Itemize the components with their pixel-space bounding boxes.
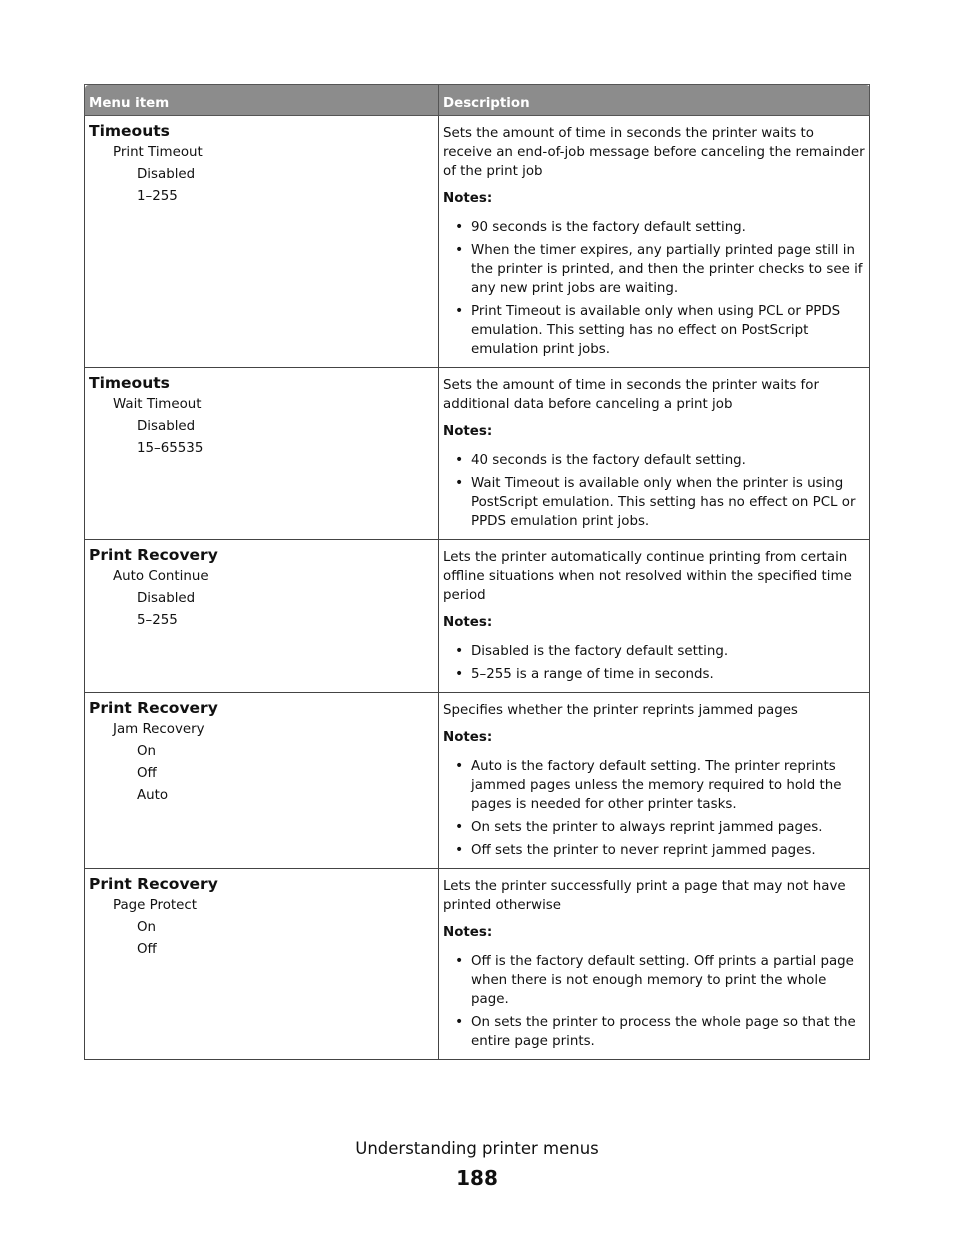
menu-option: Disabled — [137, 419, 196, 434]
note-item: • 40 seconds is the factory default setting. — [471, 451, 865, 470]
description-text: Sets the amount of time in seconds the printer waits for additional data before canceling a print job — [443, 378, 819, 412]
menu-cell — [85, 540, 439, 693]
notes-list — [443, 642, 865, 684]
menu-option: On — [137, 920, 157, 935]
table-row — [85, 869, 870, 1060]
description-cell — [439, 368, 870, 540]
menu-option: 15–65535 — [137, 441, 204, 456]
page-number: 188 — [456, 1166, 498, 1190]
footer-section-title: Understanding printer menus — [355, 1139, 599, 1158]
note-item: • When the timer expires, any partially printed page still in the printer is printed, and then the printer checks to see if any new print jobs are waiting. — [471, 241, 865, 298]
menu-option: Disabled — [137, 167, 196, 182]
notes-list — [443, 451, 865, 531]
description-text: Lets the printer automatically continue printing from certain offline situations when not resolved within the specified time period — [443, 550, 852, 603]
table-row — [85, 116, 870, 368]
note-item: • Disabled is the factory default setting. — [471, 642, 865, 661]
menu-cell — [85, 368, 439, 540]
menu-option: Off — [137, 942, 157, 957]
menu-option: Off — [137, 766, 157, 781]
menu-subitem: Print Timeout — [113, 145, 203, 160]
note-item: • Auto is the factory default setting. The printer reprints jammed pages unless the memory required to hold the pages is needed for other printer tasks. — [471, 757, 865, 814]
table-header-row — [85, 85, 870, 116]
description-cell — [439, 869, 870, 1060]
description-cell — [439, 116, 870, 368]
menu-option: 5–255 — [137, 613, 178, 628]
menu-option: Auto — [137, 788, 169, 803]
notes-label: Notes: — [443, 925, 493, 940]
description-cell — [439, 540, 870, 693]
menu-subitem: Wait Timeout — [113, 397, 202, 412]
notes-label: Notes: — [443, 730, 493, 745]
note-item: • Off sets the printer to never reprint jammed pages. — [471, 841, 865, 860]
note-item: • 5–255 is a range of time in seconds. — [471, 665, 865, 684]
note-item: • On sets the printer to process the whole page so that the entire page prints. — [471, 1013, 865, 1051]
description-text: Sets the amount of time in seconds the printer waits to receive an end-of-job message before canceling the remainder of the print job — [443, 126, 865, 179]
menu-cell — [85, 693, 439, 869]
menu-option: On — [137, 744, 157, 759]
note-item: • Print Timeout is available only when using PCL or PPDS emulation. This setting has no effect on PostScript emulation print jobs. — [471, 302, 865, 359]
menu-title: Print Recovery — [89, 546, 218, 564]
note-item: • 90 seconds is the factory default setting. — [471, 218, 865, 237]
note-item: • Wait Timeout is available only when the printer is using PostScript emulation. This setting has no effect on PCL or PPDS emulation print jobs. — [471, 474, 865, 531]
header-menu-item: Menu item — [85, 85, 439, 116]
menu-title: Print Recovery — [89, 699, 218, 717]
table-row — [85, 693, 870, 869]
description-text: Lets the printer successfully print a page that may not have printed otherwise — [443, 879, 846, 913]
description-cell — [439, 693, 870, 869]
menu-table — [84, 84, 870, 1060]
menu-title: Timeouts — [89, 122, 170, 140]
notes-label: Notes: — [443, 191, 493, 206]
description-text: Specifies whether the printer reprints jammed pages — [443, 703, 798, 718]
menu-title: Timeouts — [89, 374, 170, 392]
menu-subitem: Auto Continue — [113, 569, 209, 584]
menu-cell — [85, 869, 439, 1060]
menu-subitem: Page Protect — [113, 898, 198, 913]
menu-option: Disabled — [137, 591, 196, 606]
notes-label: Notes: — [443, 424, 493, 439]
table-body — [85, 116, 870, 1060]
notes-label: Notes: — [443, 615, 493, 630]
header-description: Description — [439, 85, 870, 116]
table-row — [85, 368, 870, 540]
notes-list — [443, 952, 865, 1051]
menu-subitem: Jam Recovery — [113, 722, 205, 737]
table-row — [85, 540, 870, 693]
note-item: • Off is the factory default setting. Off prints a partial page when there is not enough memory to print the whole page. — [471, 952, 865, 1009]
note-item: • On sets the printer to always reprint jammed pages. — [471, 818, 865, 837]
notes-list — [443, 218, 865, 359]
menu-title: Print Recovery — [89, 875, 218, 893]
notes-list — [443, 757, 865, 860]
menu-option: 1–255 — [137, 189, 178, 204]
menu-cell — [85, 116, 439, 368]
